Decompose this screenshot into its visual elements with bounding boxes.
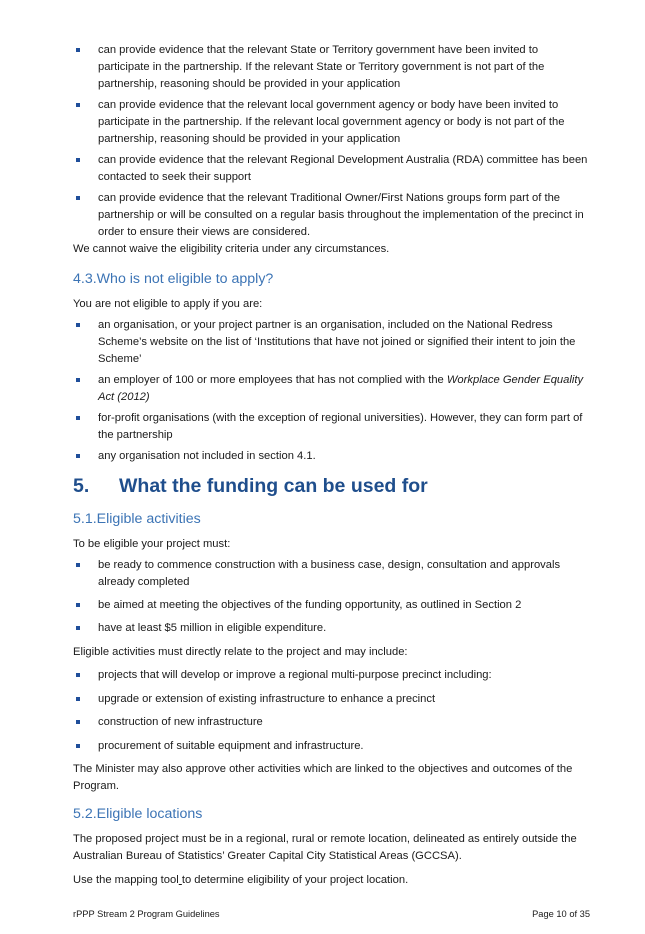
section-5-heading	[73, 474, 428, 498]
eligible-activities-list	[73, 667, 590, 755]
list-item	[73, 372, 590, 406]
not-eligible-intro: You are not eligible to apply if you are:	[73, 298, 263, 310]
list-item: any organisation not included in section 4.1.	[73, 448, 590, 465]
page-footer	[73, 908, 590, 920]
section-title: What the funding can be used for	[119, 475, 428, 497]
section-4-3-heading: 4.3.Who is not eligible to apply?	[73, 271, 274, 287]
list-item-text: an employer of 100 or more employees that has not complied with the	[98, 374, 447, 386]
mapping-tool-paragraph	[73, 872, 408, 889]
not-eligible-list	[73, 317, 590, 465]
list-item: upgrade or extension of existing infrastructure to enhance a precinct	[73, 691, 590, 708]
list-item: construction of new infrastructure	[73, 714, 590, 731]
section-5-2-heading: 5.2.Eligible locations	[73, 806, 203, 822]
eligible-project-list	[73, 557, 590, 637]
page-number: Page 10 of 35	[532, 909, 590, 919]
list-item: can provide evidence that the relevant State or Territory government have been invited to participate in the partnership. If the relevant State or Territory government is not part of the partnership, reasoning should be provided in your application	[73, 42, 590, 93]
mapping-tool-text: Use the mapping tool	[73, 874, 179, 886]
section-5-1-heading: 5.1.Eligible activities	[73, 511, 201, 527]
list-item: be ready to commence construction with a business case, design, consultation and approvals already completed	[73, 557, 590, 591]
act-title: Workplace Gender Equality Act (2012)	[98, 374, 584, 403]
list-item: be aimed at meeting the objectives of the funding opportunity, as outlined in Section 2	[73, 597, 590, 614]
list-item: projects that will develop or improve a regional multi-purpose precinct including:	[73, 667, 590, 684]
list-item: can provide evidence that the relevant Regional Development Australia (RDA) committee has been contacted to seek their support	[73, 152, 590, 186]
list-item: an organisation, or your project partner is an organisation, included on the National Redress Scheme’s website on the list of ‘Institutions that have not joined or signified their intent to join the Scheme’	[73, 317, 590, 368]
mapping-tool-suffix: to determine eligibility of your project location.	[181, 874, 409, 886]
intro-bullet-list	[73, 42, 590, 241]
locations-paragraph: The proposed project must be in a regional, rural or remote location, delineated as entirely outside the Australian Bureau of Statistics’ Greater Capital City Statistical Areas (GCCSA).	[73, 833, 577, 862]
waive-paragraph: We cannot waive the eligibility criteria under any circumstances.	[73, 243, 390, 255]
minister-paragraph: The Minister may also approve other activities which are linked to the objectives and outcomes of the Program.	[73, 763, 573, 792]
list-item: have at least $5 million in eligible expenditure.	[73, 620, 590, 637]
list-item: for-profit organisations (with the exception of regional universities). However, they can form part of the partnership	[73, 410, 590, 444]
section-number: 5.	[73, 475, 90, 497]
eligible-intro: To be eligible your project must:	[73, 538, 231, 550]
list-item: procurement of suitable equipment and infrastructure.	[73, 738, 590, 755]
footer-title: rPPP Stream 2 Program Guidelines	[73, 909, 220, 919]
activities-intro: Eligible activities must directly relate to the project and may include:	[73, 646, 408, 658]
list-item: can provide evidence that the relevant local government agency or body have been invited to participate in the partnership. If the relevant local government agency or body is not part of the partnership, reasoning should be provided in your application	[73, 97, 590, 148]
list-item: can provide evidence that the relevant Traditional Owner/First Nations groups form part of the partnership or will be consulted on a regular basis throughout the implementation of the precinct in order to ensure their views are considered.	[73, 190, 590, 241]
